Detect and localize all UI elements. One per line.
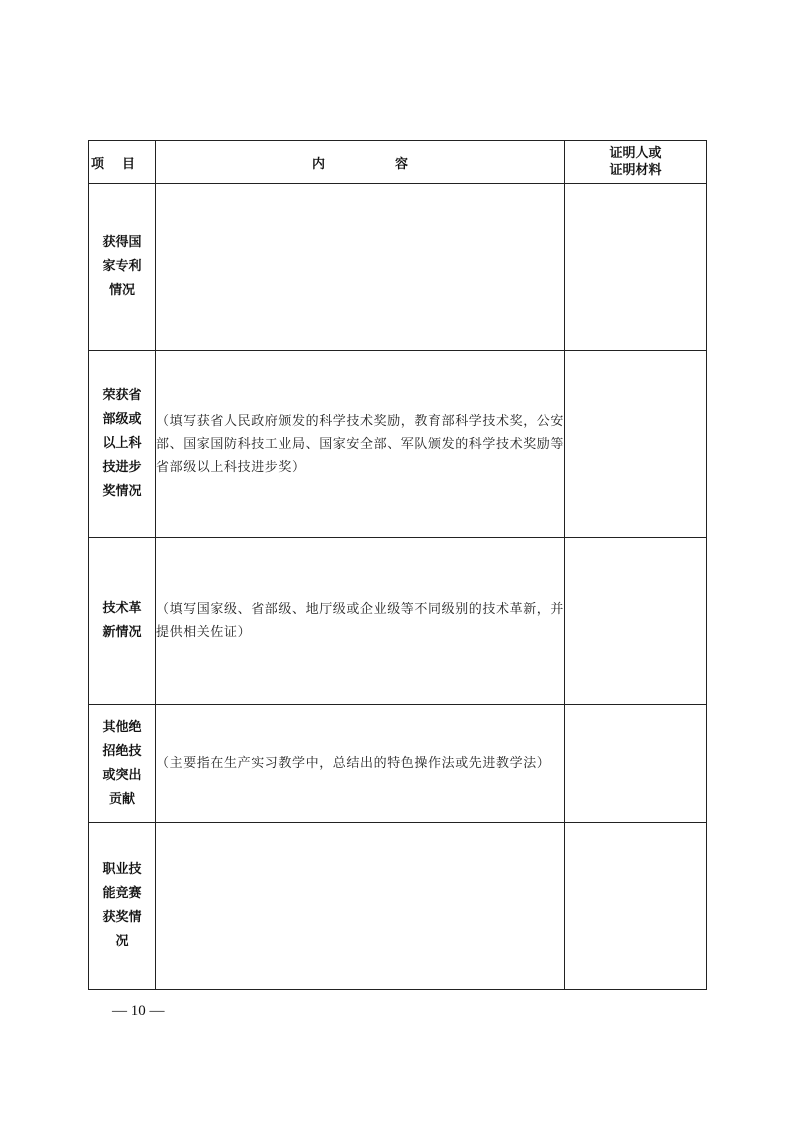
table-row: [89, 184, 707, 351]
header-proof-line-2: 证明材料: [609, 163, 662, 178]
row-label-competition: 职业技能竞赛获奖情况: [102, 862, 142, 949]
row-label-patent: 获得国家专利情况: [102, 235, 142, 298]
row-label-cell: [89, 184, 156, 351]
row-label-cell: [89, 351, 156, 538]
row-content-contribution: （主要指在生产实习教学中，总结出的特色操作法或先进教学法）: [156, 705, 565, 823]
row-proof-provincial-award: [565, 351, 707, 538]
header-row: [89, 141, 707, 184]
page-number: — 10 —: [112, 1003, 165, 1019]
table-row: [89, 351, 707, 538]
header-proof: [565, 141, 707, 184]
row-label-contribution: 其他绝招绝技或突出贡献: [102, 719, 142, 807]
form-table: [88, 140, 707, 990]
table-row: [89, 538, 707, 705]
header-proof-line-1: 证明人或: [609, 146, 662, 161]
row-proof-competition: [565, 823, 707, 990]
table-row: [89, 705, 707, 823]
row-proof-patent: [565, 184, 707, 351]
row-content-innovation: （填写国家级、省部级、地厅级或企业级等不同级别的技术革新，并提供相关佐证）: [156, 538, 565, 705]
header-content-char-2: 容: [395, 156, 409, 172]
header-content-char-1: 内: [311, 156, 325, 172]
row-label-cell: [89, 823, 156, 990]
row-content-provincial-award: （填写获省人民政府颁发的科学技术奖励，教育部科学技术奖，公安部、国家国防科技工业局、国家安全部、军队颁发的科学技术奖励等省部级以上科技进步奖）: [156, 351, 565, 538]
header-content: [156, 141, 565, 184]
row-label-cell: [89, 538, 156, 705]
row-label-provincial-award: 荣获省部级或以上科技进步奖情况: [102, 388, 142, 499]
row-content-patent: [156, 184, 565, 351]
row-label-cell: [89, 705, 156, 823]
row-proof-contribution: [565, 705, 707, 823]
header-item-label: 项目: [90, 156, 153, 172]
row-label-innovation: 技术革新情况: [102, 601, 142, 640]
header-item: [89, 141, 156, 184]
row-proof-innovation: [565, 538, 707, 705]
row-content-competition: [156, 823, 565, 990]
table-row: [89, 823, 707, 990]
